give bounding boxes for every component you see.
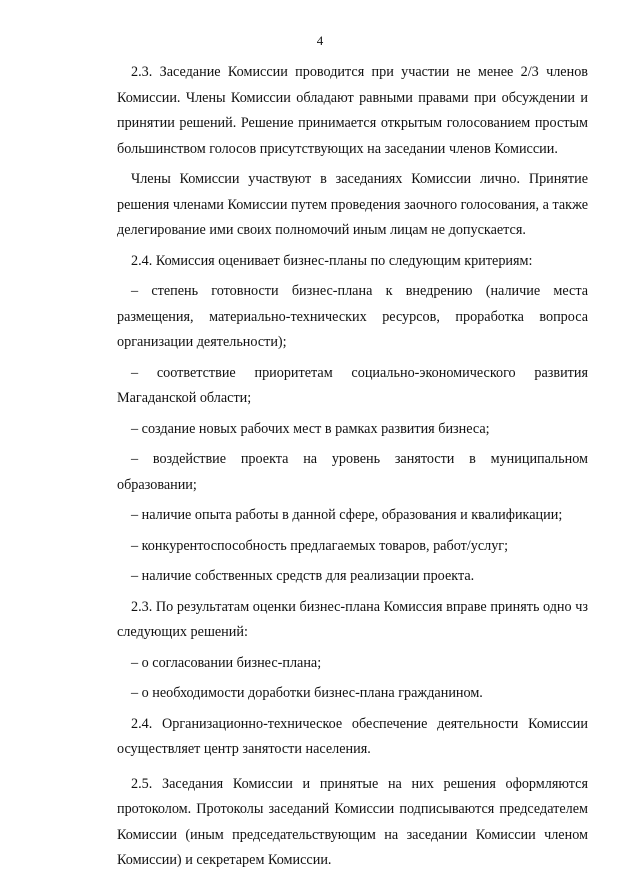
- criterion-experience: – наличие опыта работы в данной сфере, образования и квалификации;: [131, 507, 563, 523]
- paragraph-personal-participation: Члены Комиссии участвуют в заседаниях Комиссии лично. Принятие решения членами Комиссии путем проведения заочного голосования, а также делегирование ими своих полномочий иным лицам не допускается.: [117, 171, 588, 238]
- criterion-own-funds: – наличие собственных средств для реализации проекта.: [131, 568, 475, 584]
- criterion-new-jobs: – создание новых рабочих мест в рамках развития бизнеса;: [131, 420, 490, 437]
- decision-revision: – о необходимости доработки бизнес-плана гражданином.: [131, 685, 483, 701]
- paragraph-2-3-quorum: 2.3. Заседание Комиссии проводится при участии не менее 2/3 членов Комиссии. Члены Комиссии обладают равными правами при обсуждении и принятии решений. Решение принимается открытым голосованием простым большинством голосов присутствующих на заседании членов Комиссии.: [117, 64, 588, 157]
- criterion-readiness: – степень готовности бизнес-плана к внедрению (наличие места размещения, материально-технических ресурсов, проработка вопроса организации деятельности);: [117, 283, 588, 350]
- paragraph-2-4-criteria: 2.4. Комиссия оценивает бизнес-планы по следующим критериям:: [131, 252, 533, 269]
- criterion-employment-impact: – воздействие проекта на уровень занятости в муниципальном образовании;: [117, 451, 588, 493]
- page-number: 4: [316, 33, 324, 48]
- decision-approval: – о согласовании бизнес-плана;: [131, 654, 322, 671]
- paragraph-2-3-decisions: 2.3. По результатам оценки бизнес-плана Комиссия вправе принять одно чз следующих решений:: [117, 598, 588, 640]
- document-body: [117, 60, 588, 874]
- criterion-competitiveness: – конкурентоспособность предлагаемых товаров, работ/услуг;: [131, 537, 509, 554]
- paragraph-2-4-support: 2.4. Организационно-техническое обеспечение деятельности Комиссии осуществляет центр занятости населения.: [117, 715, 588, 757]
- paragraph-2-5-protocol: 2.5. Заседания Комиссии и принятые на них решения оформляются протоколом. Протоколы заседаний Комиссии подписываются председателем Комиссии (иным председательствующим на заседании Комиссии членом Комиссии) и секретарем Комиссии.: [117, 775, 588, 868]
- criterion-priorities: – соответствие приоритетам социально-экономического развития Магаданской области;: [117, 364, 588, 406]
